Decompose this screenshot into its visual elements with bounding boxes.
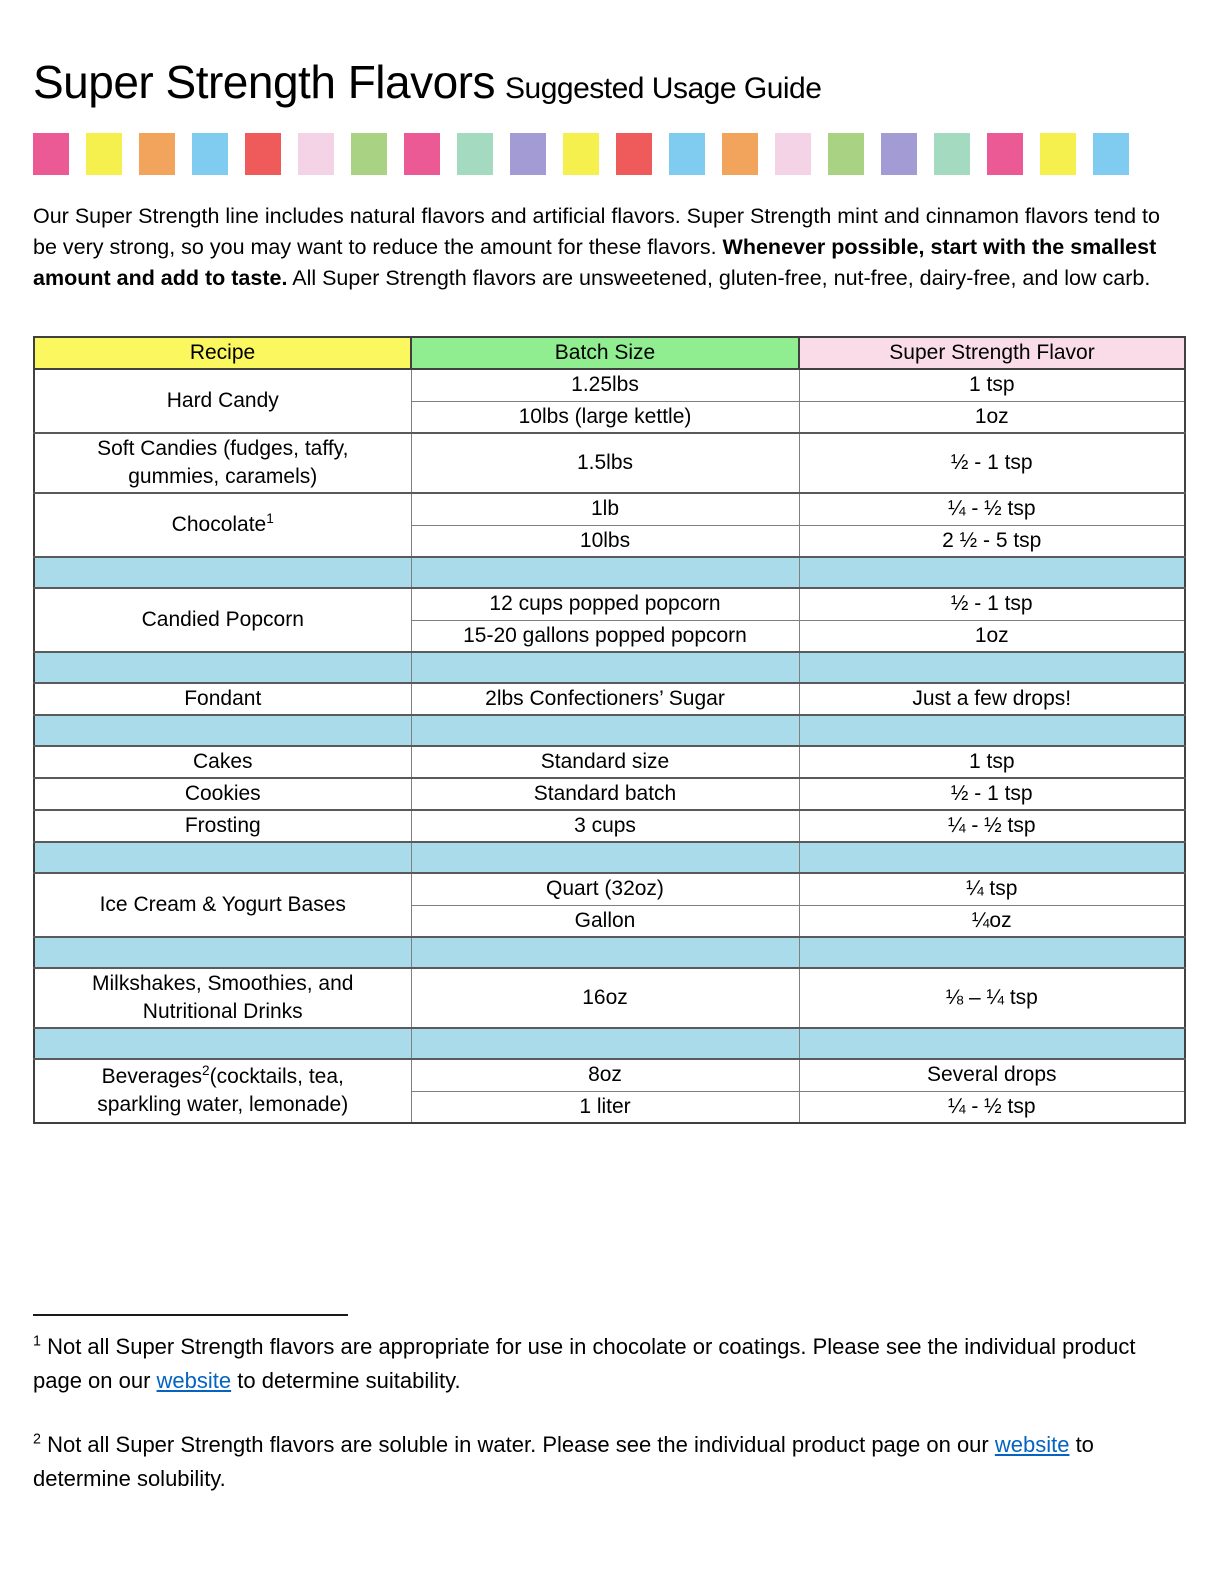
spacer-cell <box>799 652 1185 683</box>
intro-text-2: All Super Strength flavors are unsweetened, gluten-free, nut-free, dairy-free, and low carb. <box>287 266 1151 290</box>
table-header-row <box>34 337 1185 369</box>
table-row <box>34 588 1185 620</box>
batch-size-cell: 16oz <box>411 968 799 1028</box>
spacer-row <box>34 652 1185 683</box>
recipe-cell: Ice Cream & Yogurt Bases <box>34 873 411 937</box>
intro-bold-text: Whenever possible, start with the smallest amount and add to taste. <box>33 235 1157 290</box>
intro-paragraph <box>33 201 1173 294</box>
flavor-amount-cell: Just a few drops! <box>799 683 1185 715</box>
usage-table <box>33 336 1186 1124</box>
footnote-1 <box>33 1330 1173 1398</box>
spacer-cell <box>799 1028 1185 1059</box>
spacer-cell <box>34 652 411 683</box>
spacer-cell <box>34 937 411 968</box>
footnote-reference: 1 <box>266 511 274 526</box>
color-square <box>775 133 811 175</box>
table-row <box>34 683 1185 715</box>
color-square <box>1093 133 1129 175</box>
spacer-row <box>34 715 1185 746</box>
footnote-2-number: 2 <box>33 1431 41 1448</box>
table-row <box>34 968 1185 1028</box>
batch-size-cell: 10lbs (large kettle) <box>411 401 799 433</box>
footnote-2-website-link[interactable]: website <box>994 1432 1070 1457</box>
batch-size-cell: Gallon <box>411 905 799 937</box>
recipe-cell: Candied Popcorn <box>34 588 411 652</box>
page-title <box>33 55 1184 109</box>
batch-size-cell: 3 cups <box>411 810 799 842</box>
recipe-cell: Soft Candies (fudges, taffy, gummies, caramels) <box>34 433 411 493</box>
table-row <box>34 493 1185 525</box>
color-square <box>669 133 705 175</box>
footnote-2 <box>33 1428 1173 1496</box>
spacer-cell <box>34 715 411 746</box>
spacer-row <box>34 1028 1185 1059</box>
table-row <box>34 778 1185 810</box>
recipe-cell: Hard Candy <box>34 369 411 433</box>
spacer-cell <box>799 937 1185 968</box>
batch-size-cell: 8oz <box>411 1059 799 1091</box>
flavor-amount-cell: 1 tsp <box>799 746 1185 778</box>
footnote-1-text-pre: Not all Super Strength flavors are appropriate for use in chocolate or coatings. Please see the individual product page on our <box>33 1334 1136 1393</box>
flavor-amount-cell: ½ - 1 tsp <box>799 588 1185 620</box>
spacer-row <box>34 557 1185 588</box>
spacer-cell <box>34 557 411 588</box>
spacer-cell <box>411 715 799 746</box>
flavor-amount-cell: ¼oz <box>799 905 1185 937</box>
spacer-cell <box>411 557 799 588</box>
batch-size-cell: Quart (32oz) <box>411 873 799 905</box>
usage-table-body <box>34 369 1185 1123</box>
batch-size-cell: 15-20 gallons popped popcorn <box>411 620 799 652</box>
table-row <box>34 810 1185 842</box>
recipe-cell: Chocolate$^1$ <box>34 493 411 557</box>
batch-size-cell: 1lb <box>411 493 799 525</box>
color-square <box>298 133 334 175</box>
flavor-amount-cell: 1 tsp <box>799 369 1185 401</box>
color-square <box>510 133 546 175</box>
batch-size-cell: 12 cups popped popcorn <box>411 588 799 620</box>
batch-size-cell: Standard size <box>411 746 799 778</box>
table-row <box>34 1059 1185 1091</box>
batch-size-cell: 1 liter <box>411 1091 799 1123</box>
header-recipe: Recipe <box>34 337 411 369</box>
flavor-amount-cell: ¼ - ½ tsp <box>799 810 1185 842</box>
footnote-reference: 2 <box>202 1063 210 1078</box>
batch-size-cell: Standard batch <box>411 778 799 810</box>
footnote-2-text-pre: Not all Super Strength flavors are soluble in water. Please see the individual product page on our <box>40 1432 995 1457</box>
color-square <box>404 133 440 175</box>
flavor-amount-cell: 1oz <box>799 620 1185 652</box>
recipe-cell: Frosting <box>34 810 411 842</box>
spacer-cell <box>799 715 1185 746</box>
batch-size-cell: 1.5lbs <box>411 433 799 493</box>
spacer-row <box>34 937 1185 968</box>
color-square <box>616 133 652 175</box>
color-square <box>1040 133 1076 175</box>
flavor-amount-cell: 2 ½ - 5 tsp <box>799 525 1185 557</box>
footnote-1-number: 1 <box>33 1333 41 1350</box>
table-row <box>34 369 1185 401</box>
spacer-cell <box>799 842 1185 873</box>
flavor-amount-cell: ⅛ – ¼ tsp <box>799 968 1185 1028</box>
spacer-cell <box>411 652 799 683</box>
table-row <box>34 873 1185 905</box>
footnote-separator <box>33 1314 348 1316</box>
footnote-1-website-link[interactable]: website <box>156 1368 232 1393</box>
flavor-amount-cell: Several drops <box>799 1059 1185 1091</box>
spacer-cell <box>34 842 411 873</box>
title-subtitle: Suggested Usage Guide <box>505 72 822 105</box>
color-square <box>139 133 175 175</box>
batch-size-cell: 10lbs <box>411 525 799 557</box>
spacer-cell <box>799 557 1185 588</box>
title-main: Super Strength Flavors <box>33 56 496 108</box>
footnote-2-text-post: to determine solubility. <box>33 1432 1094 1491</box>
flavor-amount-cell: 1oz <box>799 401 1185 433</box>
flavor-amount-cell: ¼ tsp <box>799 873 1185 905</box>
spacer-cell <box>411 1028 799 1059</box>
color-square <box>192 133 228 175</box>
header-batch-size: Batch Size <box>411 337 799 369</box>
footnote-1-text-post: to determine suitability. <box>231 1368 461 1393</box>
table-row <box>34 433 1185 493</box>
color-square <box>86 133 122 175</box>
flavor-amount-cell: ¼ - ½ tsp <box>799 1091 1185 1123</box>
spacer-row <box>34 842 1185 873</box>
color-square <box>33 133 69 175</box>
color-square <box>828 133 864 175</box>
recipe-cell: Beverages$^2$(cocktails, tea, sparkling water, lemonade) <box>34 1059 411 1123</box>
color-square <box>934 133 970 175</box>
color-square <box>881 133 917 175</box>
color-squares <box>33 133 1184 175</box>
flavor-amount-cell: ½ - 1 tsp <box>799 433 1185 493</box>
table-row <box>34 746 1185 778</box>
batch-size-cell: 1.25lbs <box>411 369 799 401</box>
recipe-cell: Milkshakes, Smoothies, and Nutritional Drinks <box>34 968 411 1028</box>
recipe-cell: Cookies <box>34 778 411 810</box>
recipe-cell: Fondant <box>34 683 411 715</box>
color-square <box>245 133 281 175</box>
color-square <box>351 133 387 175</box>
intro-text-1: Our Super Strength line includes natural flavors and artificial flavors. Super Strength mint and cinnamon flavors tend to be very strong, so you may want to reduce the amount for these flavors. <box>33 204 1160 259</box>
recipe-cell: Cakes <box>34 746 411 778</box>
color-square <box>722 133 758 175</box>
spacer-cell <box>34 1028 411 1059</box>
color-square <box>987 133 1023 175</box>
flavor-amount-cell: ½ - 1 tsp <box>799 778 1185 810</box>
header-flavor: Super Strength Flavor <box>799 337 1185 369</box>
color-square <box>563 133 599 175</box>
flavor-amount-cell: ¼ - ½ tsp <box>799 493 1185 525</box>
spacer-cell <box>411 842 799 873</box>
spacer-cell <box>411 937 799 968</box>
batch-size-cell: 2lbs Confectioners’ Sugar <box>411 683 799 715</box>
color-square <box>457 133 493 175</box>
